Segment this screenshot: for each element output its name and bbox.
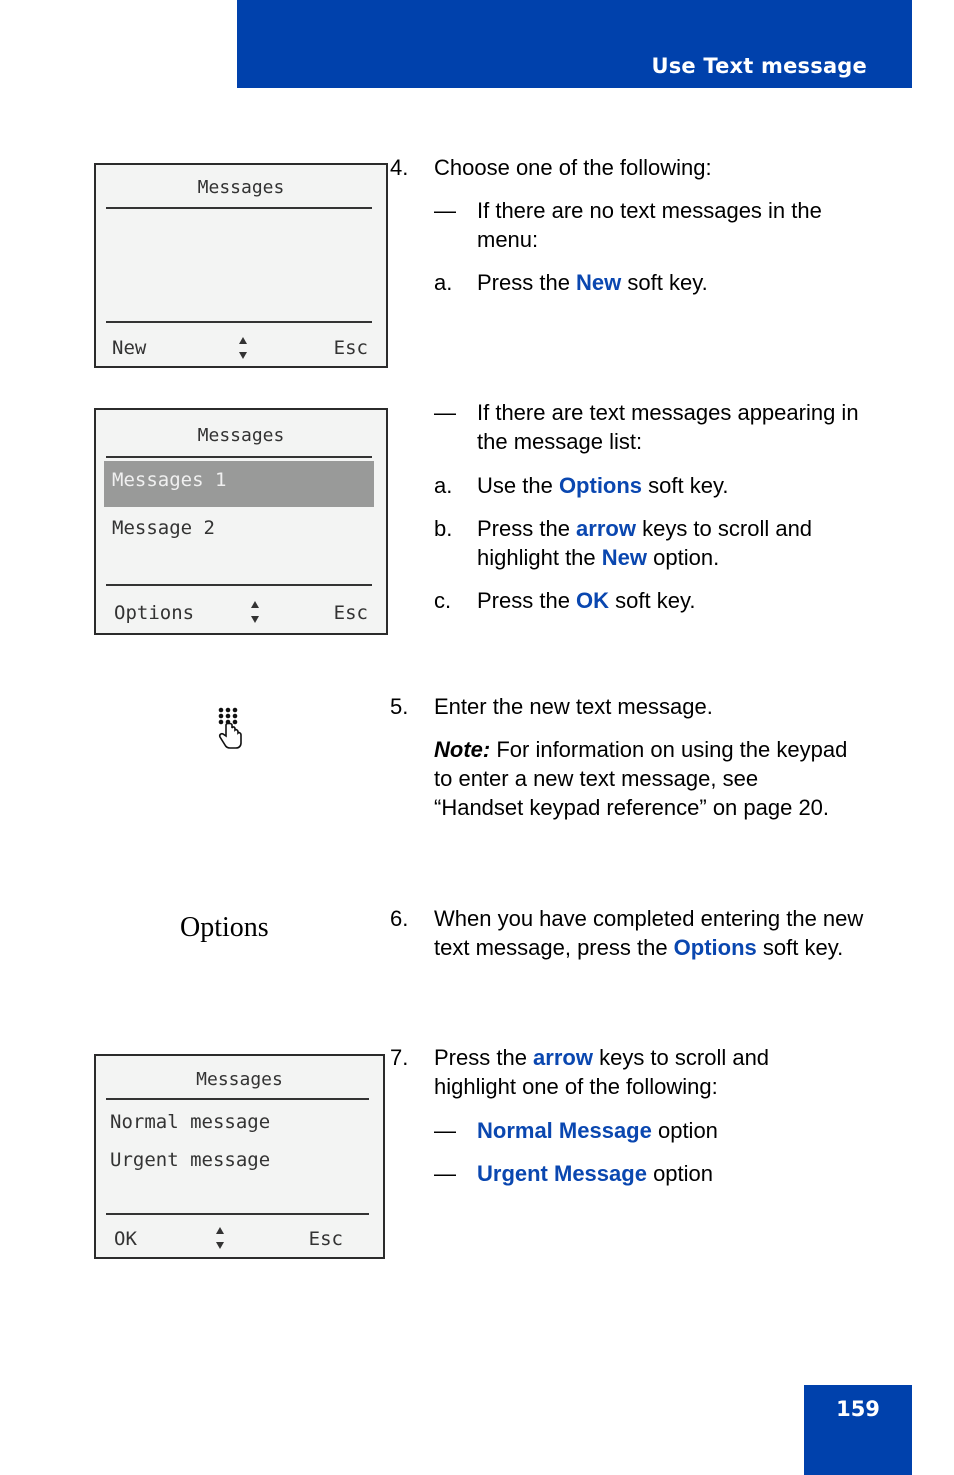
list-item[interactable]: Message 2 — [112, 517, 215, 539]
step-number: 5. — [390, 694, 409, 719]
keypad-hand-icon — [214, 705, 246, 751]
page-number-badge — [804, 1385, 912, 1475]
note-text: Note: For information on using the keypad to enter a new text message, see “Handset keypad reference” on page 20. — [434, 737, 848, 820]
divider — [106, 1098, 369, 1100]
substep-text: Press the New soft key. — [477, 270, 708, 295]
screen-title: Messages — [197, 425, 285, 446]
note-label: Note: — [434, 737, 491, 762]
dash: — — [434, 400, 456, 425]
scroll-arrows-icon — [239, 337, 247, 359]
softkey-ok[interactable]: OK — [114, 1228, 137, 1250]
keyword: Options — [673, 935, 757, 960]
header-bar — [237, 0, 912, 88]
keyword: arrow — [533, 1045, 593, 1070]
dash: — — [434, 1118, 456, 1143]
divider — [106, 584, 372, 586]
keyword: OK — [576, 588, 610, 613]
substep-label: b. — [434, 516, 453, 541]
keyword: Options — [558, 473, 643, 498]
list-item-normal[interactable]: Normal message — [110, 1111, 271, 1133]
softkey-options[interactable]: Options — [114, 602, 195, 624]
divider — [106, 456, 372, 458]
keyword: New — [576, 270, 622, 295]
header-title: Use Text message — [651, 54, 867, 78]
divider — [106, 321, 372, 323]
substep-label: c. — [434, 588, 452, 613]
softkey-esc[interactable]: Esc — [333, 602, 368, 624]
options-softkey-label: Options — [180, 912, 269, 943]
scroll-arrows-icon — [216, 1227, 224, 1249]
substep-text: Press the OK soft key. — [477, 588, 696, 613]
handset-screen-priority — [94, 1054, 385, 1259]
keyword: Normal Message — [477, 1118, 652, 1143]
page-number: 159 — [836, 1397, 880, 1421]
step-text: Enter the new text message. — [434, 694, 713, 719]
keyword: New — [601, 545, 648, 570]
softkey-new[interactable]: New — [112, 337, 147, 359]
case-text: If there are no text messages in the menu: — [477, 198, 822, 252]
dash: — — [434, 1161, 456, 1186]
option-text: Urgent Message option — [477, 1161, 714, 1186]
substep-label: a. — [434, 473, 453, 498]
substep-label: a. — [434, 270, 453, 295]
step-text: Choose one of the following: — [434, 155, 712, 180]
dash: — — [434, 198, 456, 223]
keyword: Urgent Message — [477, 1161, 647, 1186]
screen-title: Messages — [196, 1069, 283, 1090]
substep-text: Press the arrow keys to scroll and highlight the New option. — [477, 516, 813, 570]
list-item-label: Messages 1 — [112, 469, 227, 491]
step-number: 7. — [390, 1045, 409, 1070]
divider — [106, 1213, 369, 1215]
list-item-urgent[interactable]: Urgent message — [110, 1149, 271, 1171]
step-number: 6. — [390, 906, 409, 931]
step-number: 4. — [390, 155, 409, 180]
softkey-esc[interactable]: Esc — [308, 1228, 343, 1250]
handset-screen-new — [94, 163, 388, 368]
step-text: When you have completed entering the new text message, press the Options soft key. — [434, 906, 864, 960]
handset-screen-list — [94, 408, 388, 635]
screen-title: Messages — [197, 177, 285, 198]
scroll-arrows-icon — [251, 601, 259, 623]
substep-text: Use the Options soft key. — [477, 473, 729, 498]
keyword: arrow — [576, 516, 636, 541]
case-text: If there are text messages appearing in the message list: — [477, 400, 859, 454]
list-item-selected[interactable] — [104, 461, 374, 507]
step-text: Press the arrow keys to scroll and highlight one of the following: — [434, 1045, 770, 1099]
softkey-esc[interactable]: Esc — [333, 337, 368, 359]
divider — [106, 207, 372, 209]
option-text: Normal Message option — [477, 1118, 718, 1143]
